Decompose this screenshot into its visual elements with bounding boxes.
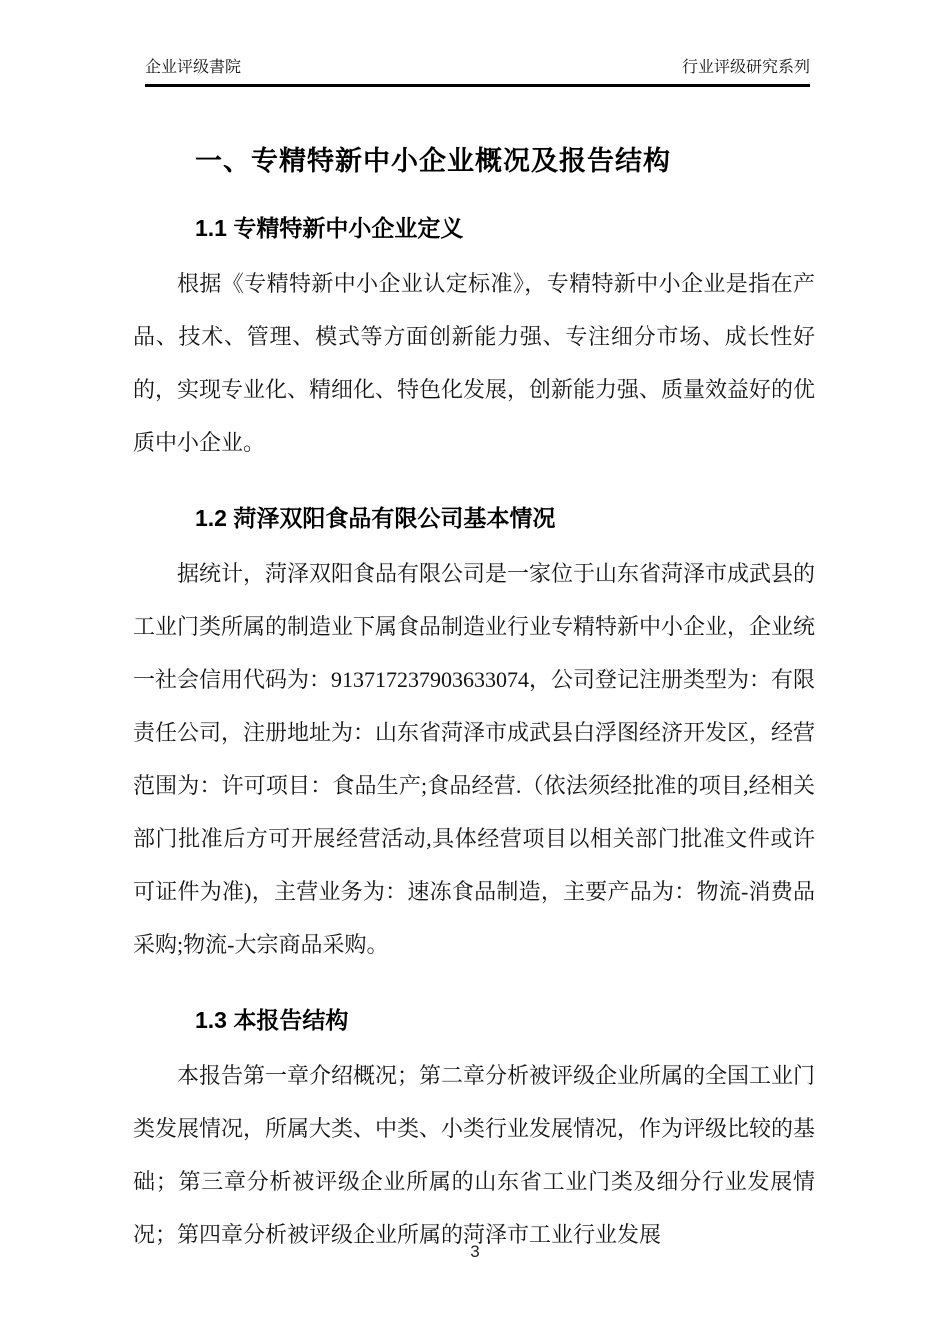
page-header	[145, 58, 810, 87]
page-footer	[0, 1242, 950, 1262]
section-heading-1-3: 1.3 本报告结构	[195, 1007, 349, 1033]
header-left-text: 企业评级書院	[145, 59, 242, 76]
document-body	[133, 87, 815, 1265]
section-1-3-paragraph: 本报告第一章介绍概况；第二章分析被评级企业所属的全国工业门类发展情况，所属大类、中类、小类行业发展情况，作为评级比较的基础；第三章分析被评级企业所属的山东省工业门类及细分行业发展情况；第四章分析被评级企业所属的菏泽市工业行业发展	[133, 1063, 816, 1247]
page-number: 3	[470, 1242, 480, 1261]
section-heading-1-1: 1.1 专精特新中小企业定义	[195, 215, 464, 241]
chapter-title: 一、专精特新中小企业概况及报告结构	[195, 146, 671, 176]
section-heading-1-2: 1.2 菏泽双阳食品有限公司基本情况	[195, 505, 556, 531]
section-1-2-paragraph: 据统计，菏泽双阳食品有限公司是一家位于山东省菏泽市成武县的工业门类所属的制造业下属食品制造业行业专精特新中小企业，企业统一社会信用代码为：913717237903633074，公司登记注册类型为：有限责任公司，注册地址为：山东省菏泽市成武县白浮图经济开发区，经营范围为：许可项目：食品生产;食品经营.（依法须经批准的项目,经相关部门批准后方可开展经营活动,具体经营项目以相关部门批准文件或许可证件为准)，主营业务为：速冻食品制造，主要产品为：物流-消费品采购;物流-大宗商品采购。	[133, 561, 816, 957]
header-right-text: 行业评级研究系列	[681, 59, 810, 76]
section-1-1-paragraph: 根据《专精特新中小企业认定标准》，专精特新中小企业是指在产品、技术、管理、模式等方面创新能力强、专注细分市场、成长性好的，实现专业化、精细化、特色化发展，创新能力强、质量效益好的优质中小企业。	[133, 271, 816, 455]
